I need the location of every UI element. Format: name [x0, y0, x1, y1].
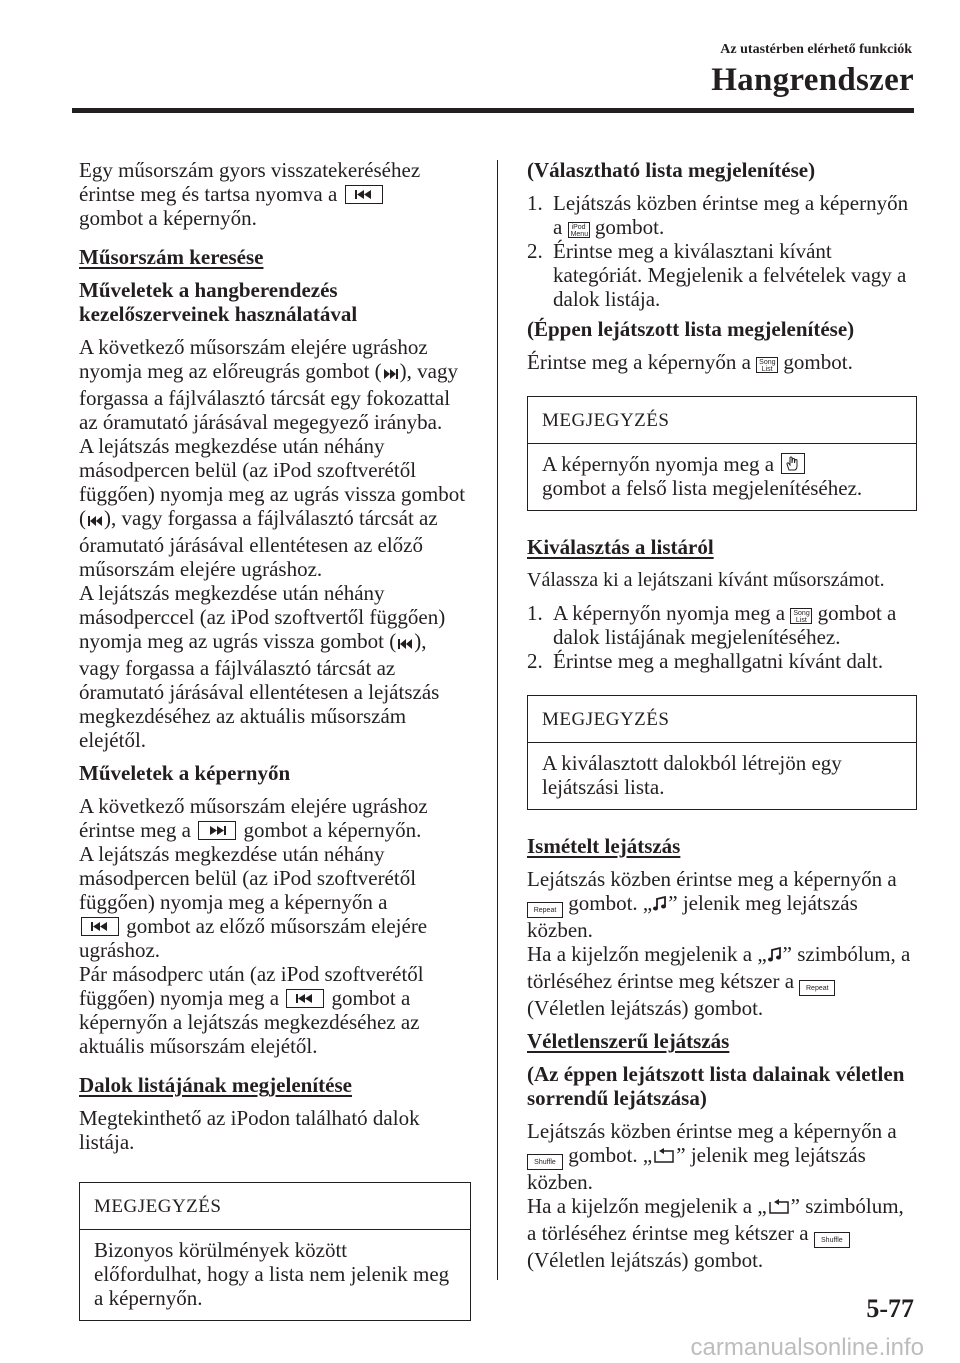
- shuffle-symbol-icon: [652, 1146, 676, 1170]
- search-heading: Műsorszám keresése: [79, 245, 264, 269]
- shuffle-symbol-icon: [767, 1197, 791, 1221]
- note-heading: MEGJEGYZÉS: [528, 397, 916, 444]
- header-rule: [72, 108, 914, 113]
- page-number: 5-77: [866, 1294, 914, 1323]
- right-column: [527, 158, 917, 1281]
- note-box-top-list: [527, 396, 917, 511]
- skip-back-button-icon: [81, 917, 119, 936]
- shuffle-button-icon: Shuffle: [527, 1154, 563, 1170]
- skip-back-button-icon: [286, 989, 324, 1008]
- repeat-heading: Ismételt lejátszás: [527, 834, 681, 858]
- list-item: 1. A képernyőn nyomja meg a Song List gombot a dalok listájának megjelenítéséhez.: [527, 601, 897, 649]
- skip-forward-icon: [382, 362, 400, 386]
- ipod-menu-button-icon: iPod Menu: [568, 222, 590, 238]
- header-title: Hangrendszer: [711, 62, 914, 98]
- list-item: 2. Érintse meg a kiválasztani kívánt kategóriát. Megjelenik a felvételek vagy a dalok listája.: [527, 239, 907, 311]
- list-item: 2. Érintse meg a meghallgatni kívánt dalt.: [527, 649, 884, 673]
- list-item: 1. Lejátszás közben érintse meg a képernyőn a iPod Menu gombot.: [527, 191, 909, 239]
- paragraph-screen: A következő műsorszám elejére ugráshoz érintse meg a gombot a képernyőn. A lejátszás megkezdése után néhány másodpercen belül (az iPod szoftverétől függően) nyomja meg a képernyőn a gombot az előző műsorszám elejére ugráshoz. Pár másodperc után (az iPod szoftverétől függően) nyomja meg a gombot a képernyőn a lejátszás megkezdéséhez az aktuális műsorszám elejétől.: [79, 794, 428, 1058]
- repeat-symbol-icon: [652, 894, 668, 918]
- steps-select: [527, 601, 917, 673]
- shuffle-subheading: (Az éppen lejátszott lista dalainak véletlen sorrendű lejátszása): [527, 1062, 905, 1110]
- paragraph-repeat: Lejátszás közben érintse meg a képernyőn a Repeat gombot. „ ” jelenik meg lejátszás közben. Ha a kijelzőn megjelenik a „ ” szimbólum, a törléséhez érintse meg kétszer a Repeat (Véletlen lejátszás) gombot.: [527, 867, 911, 1020]
- screen-ops-heading: Műveletek a képernyőn: [79, 761, 291, 785]
- shuffle-button-icon: Shuffle: [814, 1232, 850, 1248]
- note-body: A képernyőn nyomja meg a gombot a felső lista megjelenítéséhez.: [542, 452, 863, 500]
- left-column: [79, 158, 471, 1345]
- paragraph-select: Válassza ki a lejátszani kívánt műsorszámot.: [527, 569, 885, 591]
- list-heading: Dalok listájának megjelenítése: [79, 1073, 352, 1097]
- note-body: A kiválasztott dalokból létrejön egy lejátszási lista.: [542, 751, 842, 799]
- watermark: carmanualsonline.info: [690, 1334, 924, 1361]
- skip-back-icon: [86, 509, 104, 533]
- paragraph-current: Érintse meg a képernyőn a Song List gombot.: [527, 350, 853, 374]
- column-divider: [497, 160, 498, 1280]
- note-heading: MEGJEGYZÉS: [80, 1183, 470, 1230]
- selectable-list-heading: (Választható lista megjelenítése): [527, 158, 816, 182]
- paragraph-rewind: Egy műsorszám gyors visszatekeréséhez érintse meg és tartsa nyomva a gombot a képernyőn.: [79, 158, 421, 230]
- song-list-button-icon: Song List: [790, 608, 812, 624]
- header-subtitle: Az utastérben elérhető funkciók: [720, 42, 912, 57]
- note-body: Bizonyos körülmények között előfordulhat, hogy a lista nem jelenik meg a képernyőn.: [94, 1238, 450, 1310]
- paragraph-list: Megtekinthető az iPodon található dalok listája.: [79, 1106, 420, 1154]
- note-heading: MEGJEGYZÉS: [528, 696, 916, 743]
- note-box-playlist: [527, 695, 917, 810]
- paragraph-shuffle: Lejátszás közben érintse meg a képernyőn a Shuffle gombot. „ ” jelenik meg lejátszás közben. Ha a kijelzőn megjelenik a „ ” szimbólum, a törléséhez érintse meg kétszer a Shuffle (Véletlen lejátszás) gombot.: [527, 1119, 904, 1272]
- repeat-button-icon: Repeat: [527, 902, 563, 918]
- skip-back-icon: [396, 632, 414, 656]
- paragraph-audio: A következő műsorszám elejére ugráshoz nyomja meg az előreugrás gombot ( ), vagy forgassa a fájlválasztó tárcsát egy fokozattal az óramutató járásával megegyező irányba. A lejátszás megkezdése után néhány másodpercen belül (az iPod szoftverétől függően) nyomja meg az ugrás vissza gombot ( ), vagy forgassa a fájlválasztó tárcsát az óramutató járásával ellentétesen az előző műsorszám elejére ugráshoz. A lejátszás megkezdése után néhány másodperccel (az iPod szoftvertől függően) nyomja meg az ugrás vissza gombot ( ), vagy forgassa a fájlválasztó tárcsát az óramutató járásával ellentétesen a lejátszás megkezdéséhez az aktuális műsorszám elejétől.: [79, 335, 466, 752]
- skip-back-button-icon: [345, 185, 383, 204]
- song-list-button-icon: Song List: [756, 357, 778, 373]
- select-from-list-heading: Kiválasztás a listáról: [527, 535, 714, 559]
- repeat-symbol-icon: [767, 945, 783, 969]
- steps-selectable: [527, 191, 917, 311]
- skip-forward-button-icon: [198, 821, 236, 840]
- shuffle-heading: Véletlenszerű lejátszás: [527, 1029, 730, 1053]
- note-box-list: [79, 1182, 471, 1321]
- repeat-button-icon: Repeat: [799, 980, 835, 996]
- current-list-heading: (Éppen lejátszott lista megjelenítése): [527, 317, 855, 341]
- audio-ops-heading: Műveletek a hangberendezés kezelőszerveinek használatával: [79, 278, 358, 326]
- hand-icon: [781, 453, 805, 474]
